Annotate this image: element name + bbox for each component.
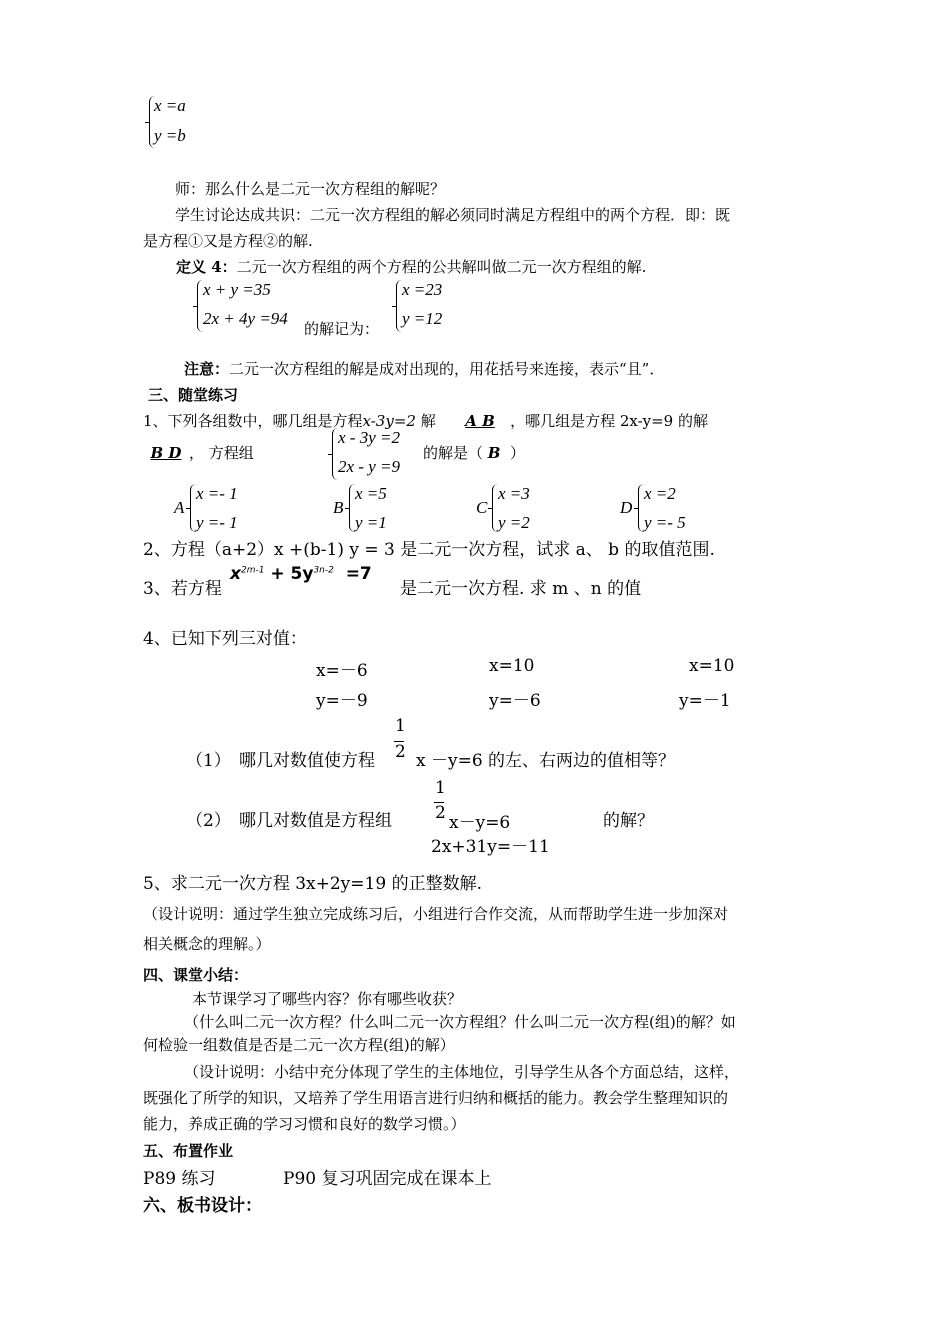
note [184, 358, 664, 379]
example-system-eq2: 2x + 4y =94 [203, 309, 288, 328]
sub-2-end: 的解？ [603, 811, 654, 831]
design-note-2-line3: 能力，养成正确的学习习惯和良好的数学习惯。） [143, 1115, 466, 1133]
summary-detail-line2: 何检验一组数值是否是二元一次方程(组)的解） [143, 1036, 455, 1054]
pair-2-x: x=10 [489, 656, 535, 676]
example-solution-eq2: y =12 [402, 309, 443, 328]
example-system-eq1: x + y =35 [203, 280, 271, 299]
example-solution-eq1: x =23 [402, 280, 443, 299]
section-5-heading: 五、布置作业 [143, 1142, 234, 1160]
definition-text: 二元一次方程组的两个方程的公共解叫做二元一次方程组的解. [236, 258, 647, 276]
note-label: 注意： [184, 360, 230, 378]
option-b-label: B [333, 498, 344, 517]
section-4-heading: 四、课堂小结： [143, 966, 249, 984]
sub-2-label: （2） [186, 811, 231, 831]
sub-1-frac-denominator: 2 [395, 742, 406, 762]
option-d-eq1: x =2 [644, 484, 676, 503]
q1-text-d: ， 方程组 [189, 444, 254, 462]
question-3-prefix: 3、若方程 [143, 579, 222, 599]
question-1-answer-2 [143, 442, 254, 463]
q1-solution-prompt [423, 442, 525, 463]
option-d-eq2: y =- 5 [644, 513, 686, 532]
q1-answer-3: B [487, 444, 501, 462]
system-eq1: x =a [154, 96, 186, 115]
q1-system-eq1: x - 3y =2 [338, 428, 400, 447]
q1-text-c: ，哪几组是方程 2x-y=9 的解 [510, 412, 708, 430]
sub-2-eq1: x－y=6 [449, 813, 511, 833]
note-text: 二元一次方程组的解是成对出现的，用花括号来连接，表示“且”． [229, 360, 665, 378]
teacher-question: 师：那么什么是二元一次方程组的解呢？ [175, 180, 446, 198]
option-b-eq1: x =5 [355, 484, 387, 503]
design-note-1-line2: 相关概念的理解。） [143, 935, 271, 953]
definition-label: 定义 4： [176, 258, 237, 276]
q3-rhs: =7 [345, 564, 372, 584]
sub-1-text: 哪几对数值使方程 [239, 751, 375, 771]
section-3-heading: 三、随堂练习 [148, 386, 239, 404]
homework-review: P90 复习巩固完成在课本上 [283, 1169, 492, 1189]
q3-exponent-1: 2m-1 [240, 565, 265, 576]
q3-middle: + 5y [270, 564, 314, 584]
pair-2-y: y=－6 [489, 691, 541, 711]
sub-2-frac-denominator: 2 [435, 803, 446, 823]
sub-2-frac-numerator: 1 [435, 778, 446, 798]
sub-1-frac-numerator: 1 [395, 716, 406, 736]
pair-1-y: y=－9 [316, 691, 368, 711]
sub-2-text: 哪几对数值是方程组 [239, 811, 392, 831]
design-note-1-line1: （设计说明：通过学生独立完成练习后，小组进行合作交流，从而帮助学生进一步加深对 [143, 905, 729, 923]
student-consensus-line1: 学生讨论达成共识：二元一次方程组的解必须同时满足方程组中的两个方程．即：既 [175, 206, 731, 224]
summary-detail-line1: （什么叫二元一次方程？什么叫二元一次方程组？什么叫二元一次方程(组)的解？如 [184, 1013, 736, 1031]
option-c-eq1: x =3 [498, 484, 530, 503]
q1-text-f: ） [510, 444, 526, 462]
option-b-eq2: y =1 [355, 513, 387, 532]
section-6-heading: 六、板书设计： [143, 1196, 262, 1216]
summary-question: 本节课学习了哪些内容？你有哪些收获？ [192, 990, 463, 1008]
q1-answer-2: B D [150, 444, 182, 462]
option-a-label: A [174, 498, 185, 517]
pair-3-y: y=－1 [679, 691, 731, 711]
option-a-eq1: x =- 1 [196, 484, 238, 503]
question-1-line1 [143, 410, 708, 431]
option-c-label: C [476, 498, 488, 517]
design-note-2-line1: （设计说明：小结中充分体现了学生的主体地位，引导学生从各个方面总结，这样， [184, 1063, 740, 1081]
q1-answer-1: A B [465, 412, 495, 430]
q1-system-eq2: 2x - y =9 [338, 457, 400, 476]
example-middle-text: 的解记为： [304, 320, 380, 338]
option-a-eq2: y =- 1 [196, 513, 238, 532]
q1-text-a: 1、下列各组数中，哪几组是方程 [143, 412, 363, 430]
sub-1-label: （1） [186, 751, 231, 771]
option-d-label: D [620, 498, 633, 517]
sub-1-rest: x －y=6 的左、右两边的值相等？ [416, 751, 676, 771]
homework-practice: P89 练习 [143, 1169, 216, 1189]
q3-exponent-2: 3n-2 [313, 565, 334, 576]
student-consensus-line2: 是方程①又是方程②的解. [143, 232, 313, 250]
q1-text-e: 的解是（ [423, 444, 484, 462]
system-eq2: y =b [154, 126, 186, 145]
question-5: 5、求二元一次方程 3x+2y=19 的正整数解. [143, 874, 482, 894]
sub-2-eq2: 2x+31y=－11 [431, 837, 550, 857]
question-3-formula [230, 564, 372, 584]
question-2: 2、方程（a+2）x +(b-1) y = 3 是二元一次方程，试求 a、 b 的取值范围. [143, 540, 715, 560]
question-4-title: 4、已知下列三对值： [143, 629, 307, 649]
option-c-eq2: y =2 [498, 513, 530, 532]
q1-equation-a: x-3y=2 [362, 412, 416, 430]
pair-1-x: x=－6 [316, 661, 368, 681]
pair-3-x: x=10 [689, 656, 735, 676]
definition-4 [176, 256, 646, 277]
question-3-suffix: 是二元一次方程. 求 m 、n 的值 [400, 579, 642, 599]
q1-text-b: 解 [420, 412, 436, 430]
design-note-2-line2: 既强化了所学的知识，又培养了学生用语言进行归纳和概括的能力。教会学生整理知识的 [143, 1089, 729, 1107]
q3-base: x [230, 564, 241, 584]
